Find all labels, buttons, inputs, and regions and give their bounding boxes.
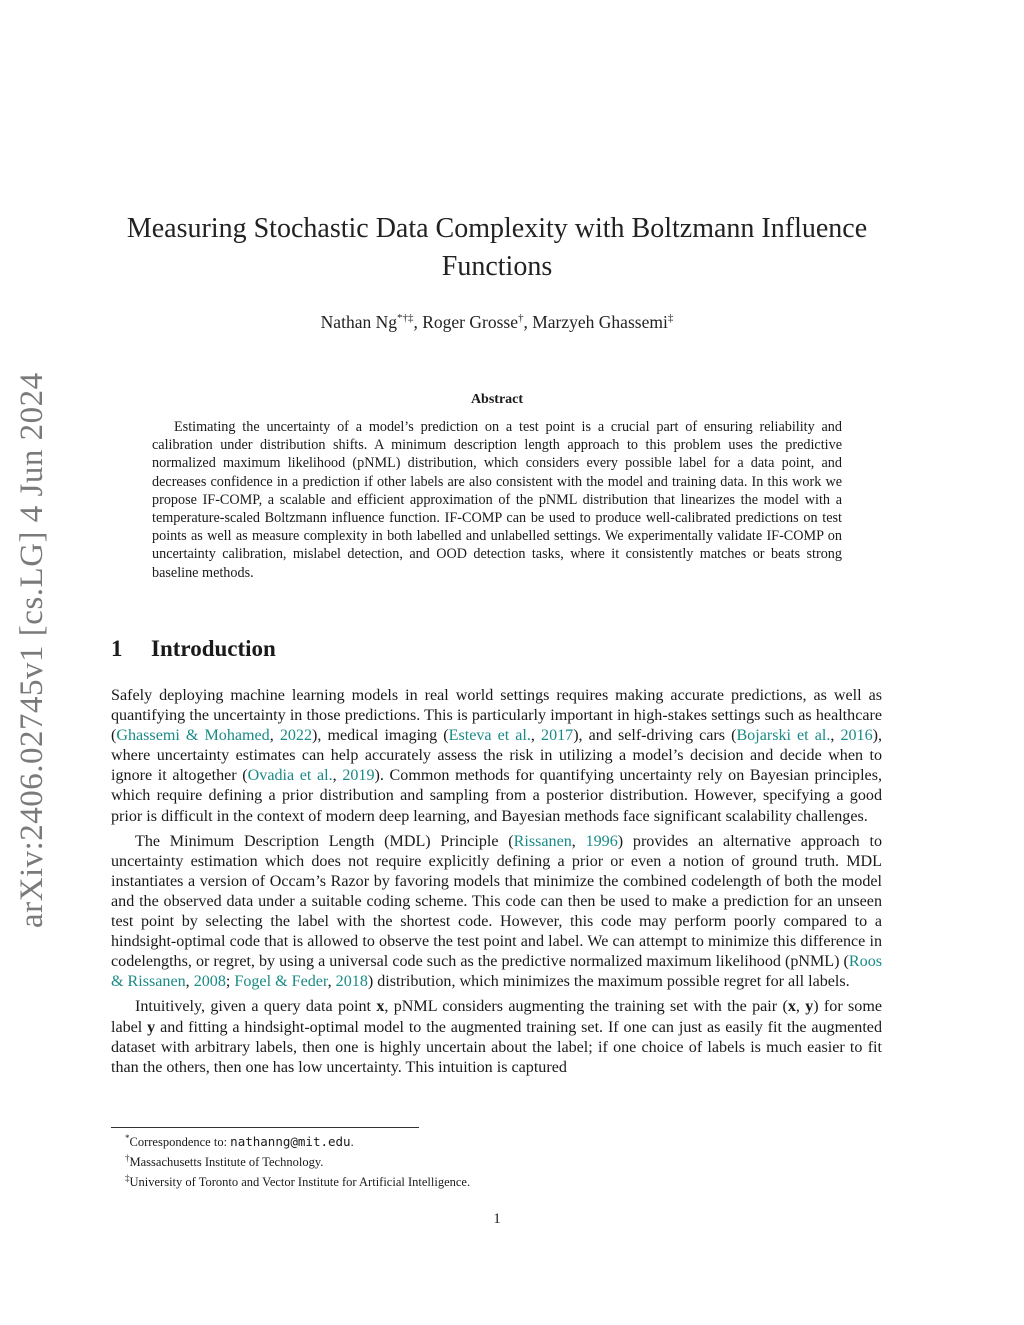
text-run: , (327, 973, 336, 991)
paragraph (111, 997, 882, 1077)
text-run: , (571, 832, 586, 850)
text-run: ). Common methods for quantifying uncertainty rely on Bayesian principles, which require defining a prior distribution and sampling from a posterior distribution. However, specifying a good prior is difficult in the context of modern deep learning, and Bayesian methods face significant scalability challenges. (111, 767, 882, 825)
text-run: ), medical imaging ( (312, 727, 449, 745)
citation-link[interactable]: 2008 (193, 973, 226, 991)
text-run: ) distribution, which minimizes the maximum possible regret for all labels. (367, 973, 850, 991)
author-affiliation-marks: *†‡ (396, 312, 414, 325)
citation-link[interactable]: 1996 (585, 832, 618, 850)
math-symbol: x (376, 998, 385, 1016)
footnote-text: University of Toronto and Vector Institute for Artificial Intelligence. (129, 1175, 471, 1190)
author-name: Nathan Ng (320, 312, 397, 332)
text-run: , (332, 767, 343, 785)
citation-link[interactable]: 2017 (541, 727, 574, 745)
citation-link[interactable]: Esteva et al. (448, 727, 531, 745)
text-run: The Minimum Description Length (MDL) Principle ( (135, 832, 514, 850)
author-affiliation-marks: ‡ (667, 312, 674, 325)
text-run: Safely deploying machine learning models in real world settings requires making accurate predictions, as well as quantifying the uncertainty in those predictions. This is particularly important in high-stakes settings such as healthcare ( (111, 687, 882, 745)
citation-link[interactable]: Bojarski et al. (736, 727, 831, 745)
footnote-mark: * (125, 1133, 130, 1143)
citation-link[interactable]: 2016 (840, 727, 873, 745)
abstract-text: Estimating the uncertainty of a model’s prediction on a test point is a crucial part of ensuring reliability and calibration under distribution shifts. A minimum description length approach to this problem uses the predictive normalized maximum likelihood (pNML) distribution, which considers every possible label for a data point, and decreases confidence in a prediction if other labels are also consistent with the model and training data. In this work we propose IF-COMP, a scalable and efficient approximation of the pNML distribution that linearizes the model with a temperature-scaled Boltzmann influence function. IF-COMP can be used to produce well-calibrated predictions on test points as well as measure complexity in both labelled and unlabelled settings. We experimentally validate IF-COMP on uncertainty calibration, mislabel detection, and OOD detection tasks, where it consistently matches or beats strong baseline methods. (152, 419, 842, 581)
paragraph (111, 686, 882, 827)
text-run: and fitting a hindsight-optimal model to the augmented training set. If one can just as easily fit the augmented dataset with arbitrary labels, then one is highly uncertain about the label; if one choice of labels is much easier to fit than the others, then one has low uncertainty. This intuition is captured (111, 1018, 882, 1076)
footnote (125, 1170, 825, 1190)
page-number: 1 (493, 1211, 501, 1227)
footnote (125, 1130, 825, 1150)
citation-link[interactable]: Rissanen (513, 832, 572, 850)
text-run: , (185, 973, 194, 991)
author-name: Roger Grosse (422, 312, 518, 332)
author-affiliation-marks: † (517, 312, 524, 325)
paper-title: Measuring Stochastic Data Complexity with Boltzmann Influence Functions (126, 213, 868, 282)
footnotes (125, 1130, 825, 1190)
section-title: Introduction (151, 636, 276, 661)
body-text (111, 686, 882, 1083)
author-separator: , (523, 312, 533, 332)
text-run: Intuitively, given a query data point (135, 998, 377, 1016)
footnote-mark: † (125, 1153, 130, 1164)
citation-link[interactable]: Fogel & Feder (234, 973, 328, 991)
text-run: , (830, 727, 841, 745)
author-separator: , (413, 312, 423, 332)
section-number: 1 (111, 636, 123, 661)
math-symbol: y (147, 1018, 156, 1036)
paragraph (111, 832, 882, 993)
author-name: Marzyeh Ghassemi (532, 312, 668, 332)
citation-link[interactable]: Ghassemi & Mohamed (116, 727, 270, 745)
text-run: , (530, 727, 542, 745)
footnote-mark: ‡ (125, 1173, 130, 1184)
footnote (125, 1150, 825, 1170)
text-run: ; (225, 973, 235, 991)
text-run: , pNML considers augmenting the training set with the pair ( (384, 998, 788, 1016)
footnote-text: . (350, 1135, 354, 1150)
text-run: ), where uncertainty estimates can help accurately assess the risk in utilizing a model’s decision and decide when to ignore it altogether ( (111, 727, 883, 785)
text-run: ) for some label (111, 998, 882, 1036)
citation-link[interactable]: 2022 (279, 727, 313, 745)
footnote-text: Correspondence to: (129, 1135, 231, 1150)
citation-link[interactable]: Ovadia et al. (247, 767, 333, 785)
math-symbol: x (787, 998, 796, 1016)
arxiv-identifier-stamp: arXiv:2406.02745v1 [cs.LG] 4 Jun 2024 (14, 372, 50, 928)
text-run: ) provides an alternative approach to uncertainty estimation which does not require explicitly defining a prior or even a notion of ground truth. MDL instantiates a version of Occam’s Razor by favoring models that minimize the combined codelength of both the model and the observed data under a suitable coding scheme. This code can then be used to make a prediction for an unseen test point by selecting the label with the shortest code. However, this code may perform poorly compared to a hindsight-optimal code that is allowed to observe the test point and label. We can attempt to minimize this difference in codelengths, or regret, by using a universal code such as the predictive normalized maximum likelihood (pNML) ( (111, 832, 882, 971)
text-run: , (795, 998, 806, 1016)
author-list (110, 312, 884, 333)
citation-link[interactable]: 2018 (335, 973, 368, 991)
footnote-divider (111, 1127, 419, 1128)
citation-link[interactable]: Roos & Rissanen (111, 953, 882, 991)
math-symbol: y (805, 998, 814, 1016)
footnote-text: Massachusetts Institute of Technology. (129, 1155, 324, 1170)
footnote-email-link[interactable]: nathanng@mit.edu (230, 1134, 351, 1150)
text-run: , (269, 727, 280, 745)
text-run: ), and self-driving cars ( (573, 727, 737, 745)
section-heading (111, 636, 276, 662)
abstract-heading: Abstract (470, 392, 524, 407)
citation-link[interactable]: 2019 (342, 767, 375, 785)
abstract-body (152, 418, 842, 582)
